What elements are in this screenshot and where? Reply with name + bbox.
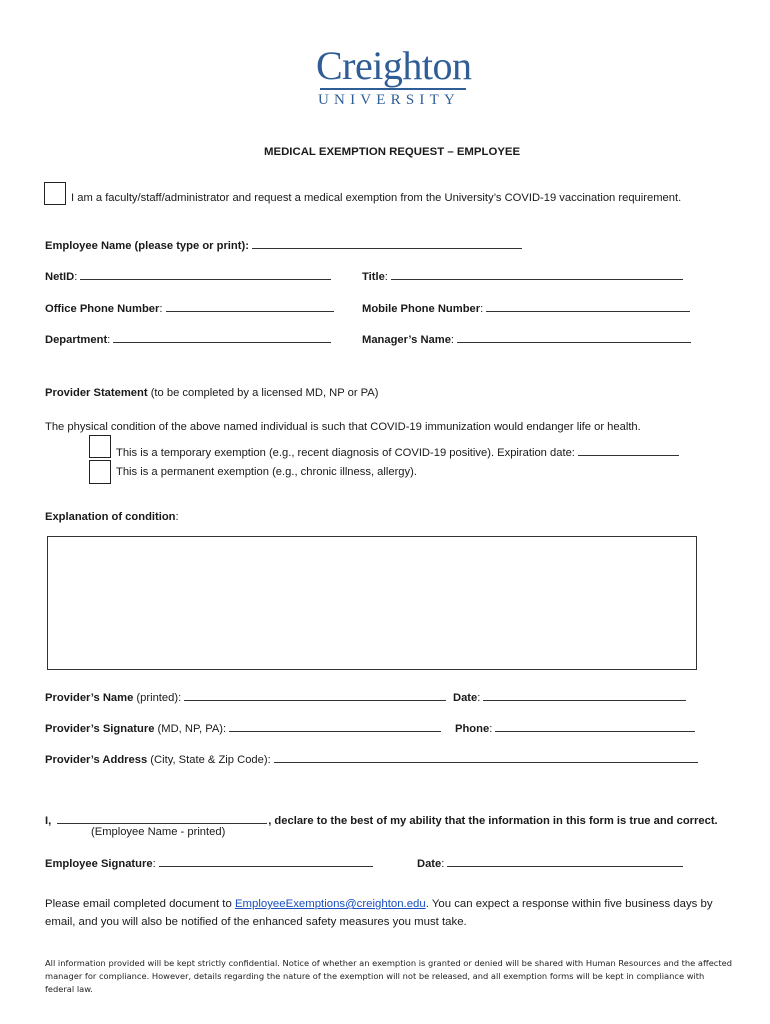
provider-address-note: (City, State & Zip Code): xyxy=(150,754,271,766)
employee-date-row: Date: xyxy=(417,857,683,870)
confidential-line2: manager for compliance. However, details regarding the nature of the exemption will not be released, and all exemption forms will be kept in compliance with xyxy=(45,971,705,981)
employee-name-field[interactable] xyxy=(252,239,522,249)
employee-date-field[interactable] xyxy=(447,857,683,867)
temporary-exemption-row xyxy=(116,446,679,459)
provider-date-label: Date xyxy=(453,692,478,704)
office-phone-row: Office Phone Number: xyxy=(45,302,334,315)
provider-address-label: Provider’s Address xyxy=(45,754,148,766)
provider-signature-note: (MD, NP, PA): xyxy=(157,723,227,735)
email-note-after: . You can expect a response within five business days by xyxy=(425,898,713,910)
title-label: Title xyxy=(362,271,385,283)
title-row: Title: xyxy=(362,270,683,283)
email-note-before: Please email completed document to xyxy=(45,898,235,910)
office-phone-label: Office Phone Number xyxy=(45,303,160,315)
temporary-exemption-checkbox[interactable] xyxy=(89,435,111,458)
mobile-phone-field[interactable] xyxy=(486,302,690,312)
temporary-exemption-label: This is a temporary exemption (e.g., recent diagnosis of COVID-19 positive). Expiration date: xyxy=(116,447,575,459)
creighton-logo-subtitle: UNIVERSITY xyxy=(318,92,460,108)
department-field[interactable] xyxy=(113,333,331,343)
confidential-line3: federal law. xyxy=(45,984,93,994)
employee-signature-field[interactable] xyxy=(159,857,373,867)
employee-date-label: Date xyxy=(417,858,442,870)
netid-row: NetID: xyxy=(45,270,331,283)
provider-signature-row xyxy=(45,722,441,735)
confidentiality-notice xyxy=(45,957,732,996)
declaration-name-caption: (Employee Name - printed) xyxy=(91,826,226,838)
declaration-text: , declare to the best of my ability that the information in this form is true and correct. xyxy=(268,815,718,827)
expiration-date-field[interactable] xyxy=(578,446,679,456)
form-title: MEDICAL EXEMPTION REQUEST – EMPLOYEE xyxy=(264,146,521,158)
title-field[interactable] xyxy=(391,270,683,280)
confidential-line1: All information provided will be kept strictly confidential. Notice of whether an exemption is granted or denied will be shared with Human Resources and the affected xyxy=(45,958,732,968)
provider-date-field[interactable] xyxy=(483,691,686,701)
provider-signature-label: Provider’s Signature xyxy=(45,723,155,735)
managers-name-row: Manager’s Name: xyxy=(362,333,691,346)
employee-name-row xyxy=(45,239,522,252)
provider-address-field[interactable] xyxy=(274,753,698,763)
provider-name-note: (printed): xyxy=(136,692,182,704)
exemption-email-link[interactable]: EmployeeExemptions@creighton.edu xyxy=(234,898,426,910)
provider-name-field[interactable] xyxy=(184,691,446,701)
netid-label: NetID xyxy=(45,271,75,283)
provider-address-row xyxy=(45,753,698,766)
request-exemption-checkbox[interactable] xyxy=(44,182,66,205)
department-row: Department: xyxy=(45,333,331,346)
provider-name-label: Provider’s Name xyxy=(45,692,134,704)
managers-name-label: Manager’s Name xyxy=(362,334,451,346)
declaration-name-field[interactable] xyxy=(57,814,267,824)
mobile-phone-row: Mobile Phone Number: xyxy=(362,302,690,315)
department-label: Department xyxy=(45,334,108,346)
employee-name-label: Employee Name (please type or print): xyxy=(45,240,249,252)
provider-name-row xyxy=(45,691,446,704)
managers-name-field[interactable] xyxy=(457,333,691,343)
provider-phone-row: Phone: xyxy=(455,722,695,735)
provider-signature-field[interactable] xyxy=(229,722,441,732)
provider-condition-statement: The physical condition of the above named individual is such that COVID-19 immunization would endanger life or health. xyxy=(45,421,641,433)
email-note-line2: email, and you will also be notified of the enhanced safety measures you must take. xyxy=(45,915,467,928)
employee-signature-label: Employee Signature xyxy=(45,858,153,870)
provider-phone-label: Phone xyxy=(455,723,490,735)
provider-statement-heading-row xyxy=(45,387,379,399)
netid-field[interactable] xyxy=(80,270,331,280)
office-phone-field[interactable] xyxy=(166,302,334,312)
explanation-label-row: Explanation of condition: xyxy=(45,511,179,523)
email-instructions xyxy=(45,896,713,931)
explanation-textarea[interactable] xyxy=(47,536,697,670)
provider-statement-note: (to be completed by a licensed MD, NP or PA) xyxy=(150,387,379,399)
permanent-exemption-label: This is a permanent exemption (e.g., chronic illness, allergy). xyxy=(116,466,417,478)
explanation-label: Explanation of condition xyxy=(45,511,176,523)
provider-date-row: Date: xyxy=(453,691,686,704)
permanent-exemption-checkbox[interactable] xyxy=(89,460,111,484)
employee-signature-row: Employee Signature: xyxy=(45,857,373,870)
provider-phone-field[interactable] xyxy=(495,722,695,732)
mobile-phone-label: Mobile Phone Number xyxy=(362,303,481,315)
creighton-logo-wordmark: Creighton xyxy=(316,43,472,88)
logo-rule xyxy=(320,88,466,90)
declaration-prefix: I, xyxy=(45,815,52,827)
request-statement: I am a faculty/staff/administrator and request a medical exemption from the University’s COVID-19 vaccination requirement. xyxy=(71,192,682,204)
provider-statement-heading: Provider Statement xyxy=(45,387,148,399)
